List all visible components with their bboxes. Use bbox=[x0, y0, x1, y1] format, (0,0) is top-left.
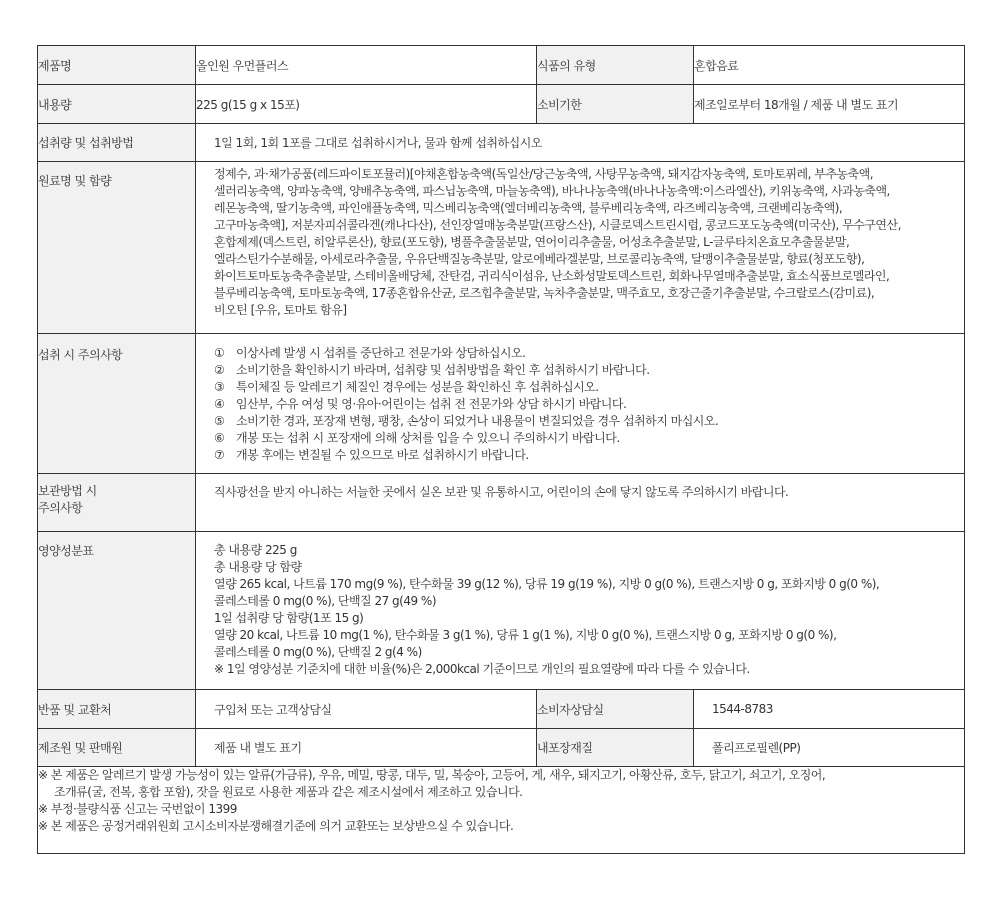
caution-text: 소비기한 경과, 포장재 변형, 팽창, 손상이 되었거나 내용물이 변질되었을 경우 섭취하지 마십시오. bbox=[236, 414, 719, 428]
storage-label-line: 주의사항 bbox=[38, 501, 83, 515]
ingredients-label: 원료명 및 함량 bbox=[38, 162, 196, 334]
ingredients-line: 비오틴 [우유, 토마토 함유] bbox=[214, 303, 347, 317]
ingredients-line: 정제수, 과·채가공품(레드파이토포뮬러)[야채혼합농축액(독일산/당근농축액, 사탕무농축액, 돼지감자농축액, 토마토퓌레, 부추농축액, bbox=[214, 167, 874, 181]
storage-text: 직사광선을 받지 아니하는 서늘한 곳에서 실온 보관 및 유통하시고, 어린이의 손에 닿지 않도록 주의하시기 바랍니다. bbox=[214, 485, 789, 499]
nutrition-label: 영양성분표 bbox=[38, 532, 196, 690]
food-type-value: 혼합음료 bbox=[694, 46, 965, 85]
caution-item bbox=[214, 396, 964, 413]
row-ingredients bbox=[38, 162, 965, 334]
intake-value: 1일 1회, 1회 1포를 그대로 섭취하시거나, 물과 함께 섭취하십시오 bbox=[196, 124, 965, 162]
nutrition-line: 총 내용량 225 g bbox=[214, 543, 297, 557]
ingredients-line: 엘라스틴가수분해물, 아세로라추출물, 우유단백질농축분말, 알로에베라겔분말, 브로콜리농축액, 달맹이추출물분말, 향료(청포도향), bbox=[214, 252, 865, 266]
caution-number: ⑤ bbox=[214, 414, 225, 428]
row-volume bbox=[38, 85, 965, 124]
ingredients-line: 레몬농축액, 딸기농축액, 파인애플농축액, 믹스베리농축액(엘더베리농축액, 블루베리농축액, 라즈베리농축액, 크랜베리농축액), bbox=[214, 201, 843, 215]
packaging-label: 내포장재질 bbox=[537, 729, 694, 767]
note-line: ※ 부정·불량식품 신고는 국번없이 1399 bbox=[38, 802, 237, 816]
caution-text: 소비기한을 확인하시기 바라며, 섭취량 및 섭취방법을 확인 후 섭취하시기 바랍니다. bbox=[236, 363, 650, 377]
caution-text: 임산부, 수유 여성 및 영·유아·어린이는 섭취 전 전문가와 상담 하시기 바랍니다. bbox=[236, 397, 627, 411]
caution-label: 섭취 시 주의사항 bbox=[38, 334, 196, 474]
ingredients-line: 셀러리농축액, 양파농축액, 양배추농축액, 파스닙농축액, 마늘농축액), 바나나농축액(바나나농축액:이스라엘산), 키위농축액, 사과농축액, bbox=[214, 184, 890, 198]
note-line: ※ 본 제품은 공정거래위원회 고시소비자분쟁해결기준에 의거 교환또는 보상받으실 수 있습니다. bbox=[38, 819, 514, 833]
ingredients-line: 화이트토마토농축추출분말, 스테비올배당체, 잔탄검, 귀리식이섬유, 난소화성말토덱스트린, 회화나무열매추출분말, 효소식품브로멜라인, bbox=[214, 269, 890, 283]
ingredients-line: 블루베리농축액, 토마토농축액, 17종혼합유산균, 로즈힙추출분말, 녹차추출분말, 맥주효모, 호장근줄기추출분말, 수크랄로스(감미료), bbox=[214, 286, 875, 300]
intake-label: 섭취량 및 섭취방법 bbox=[38, 124, 196, 162]
caution-text: 개봉 후에는 변질될 수 있으므로 바로 섭취하시기 바랍니다. bbox=[236, 448, 529, 462]
nutrition-line: 1일 섭취량 당 함량(1포 15 g) bbox=[214, 611, 364, 625]
ingredients-value bbox=[196, 162, 965, 334]
volume-label: 내용량 bbox=[38, 85, 196, 124]
row-maker bbox=[38, 729, 965, 767]
maker-label: 제조원 및 판매원 bbox=[38, 729, 196, 767]
product-info-table bbox=[37, 45, 965, 854]
food-type-label: 식품의 유형 bbox=[537, 46, 694, 85]
nutrition-line: 콜레스테롤 0 mg(0 %), 단백질 27 g(49 %) bbox=[214, 594, 437, 608]
caution-list bbox=[196, 334, 965, 474]
nutrition-line: 열량 20 kcal, 나트륨 10 mg(1 %), 탄수화물 3 g(1 %), 당류 1 g(1 %), 지방 0 g(0 %), 트랜스지방 0 g, 포화지방 0 g(0 %), bbox=[214, 628, 837, 642]
ingredients-line: 고구마농축액], 저분자피쉬콜라겐(캐나다산), 선인장열매농축분말(프랑스산), 시클로덱스트린시럽, 콩코드포도농축액(미국산), 무수구연산, bbox=[214, 218, 901, 232]
row-caution bbox=[38, 334, 965, 474]
product-name-value: 올인원 우먼플러스 bbox=[196, 46, 537, 85]
storage-label-line: 보관방법 시 bbox=[38, 484, 97, 498]
caution-item bbox=[214, 345, 964, 362]
caution-number: ③ bbox=[214, 380, 225, 394]
caution-number: ⑥ bbox=[214, 431, 225, 445]
caution-item bbox=[214, 430, 964, 447]
packaging-value: 폴리프로필렌(PP) bbox=[694, 729, 965, 767]
maker-value: 제품 내 별도 표기 bbox=[196, 729, 537, 767]
volume-value: 225 g(15 g x 15포) bbox=[196, 85, 537, 124]
caution-item bbox=[214, 379, 964, 396]
return-value: 구입처 또는 고객상담실 bbox=[196, 690, 537, 729]
caution-number: ② bbox=[214, 363, 225, 377]
caution-item bbox=[214, 413, 964, 430]
note-line: ※ 본 제품은 알레르기 발생 가능성이 있는 알류(가금류), 우유, 메밀, 땅콩, 대두, 밀, 복숭아, 고등어, 게, 새우, 돼지고기, 아황산류, 호두, 닭고기, 쇠고기, 오징어, bbox=[38, 768, 826, 782]
expiry-value: 제조일로부터 18개월 / 제품 내 별도 표기 bbox=[694, 85, 965, 124]
storage-label bbox=[38, 474, 196, 532]
caution-number: ① bbox=[214, 346, 225, 360]
nutrition-line: 열량 265 kcal, 나트륨 170 mg(9 %), 탄수화물 39 g(12 %), 당류 19 g(19 %), 지방 0 g(0 %), 트랜스지방 0 g, 포화지방 0 g(0 %), bbox=[214, 577, 880, 591]
row-nutrition bbox=[38, 532, 965, 690]
caution-number: ④ bbox=[214, 397, 225, 411]
caution-text: 이상사례 발생 시 섭취를 중단하고 전문가와 상담하십시오. bbox=[236, 346, 526, 360]
caution-text: 개봉 또는 섭취 시 포장재에 의해 상처를 입을 수 있으니 주의하시기 바랍니다. bbox=[236, 431, 620, 445]
nutrition-line: ※ 1일 영양성분 기준치에 대한 비율(%)은 2,000kcal 기준이므로 개인의 필요열량에 따라 다를 수 있습니다. bbox=[214, 662, 750, 676]
nutrition-value bbox=[196, 532, 965, 690]
nutrition-line: 총 내용량 당 함량 bbox=[214, 560, 302, 574]
note-line: 조개류(굴, 전복, 홍합 포함), 잣을 원료로 사용한 제품과 같은 제조시설에서 제조하고 있습니다. bbox=[54, 785, 523, 799]
nutrition-line: 콜레스테롤 0 mg(0 %), 단백질 2 g(4 %) bbox=[214, 645, 422, 659]
expiry-label: 소비기한 bbox=[537, 85, 694, 124]
row-product-name bbox=[38, 46, 965, 85]
consult-value: 1544-8783 bbox=[694, 690, 965, 729]
row-storage bbox=[38, 474, 965, 532]
caution-number: ⑦ bbox=[214, 448, 225, 462]
caution-item bbox=[214, 447, 964, 464]
return-label: 반품 및 교환처 bbox=[38, 690, 196, 729]
caution-text: 특이체질 등 알레르기 체질인 경우에는 성분을 확인하신 후 섭취하십시오. bbox=[236, 380, 599, 394]
row-intake bbox=[38, 124, 965, 162]
row-notes bbox=[38, 767, 965, 854]
ingredients-line: 혼합제제(덱스트린, 히알루론산), 향료(포도향), 병풀추출물분말, 연어이리추출물, 어성초추출분말, L-글루타치온효모추출물분말, bbox=[214, 235, 850, 249]
notes bbox=[38, 767, 965, 854]
consult-label: 소비자상담실 bbox=[537, 690, 694, 729]
storage-value bbox=[196, 474, 965, 532]
row-return bbox=[38, 690, 965, 729]
product-name-label: 제품명 bbox=[38, 46, 196, 85]
caution-item bbox=[214, 362, 964, 379]
